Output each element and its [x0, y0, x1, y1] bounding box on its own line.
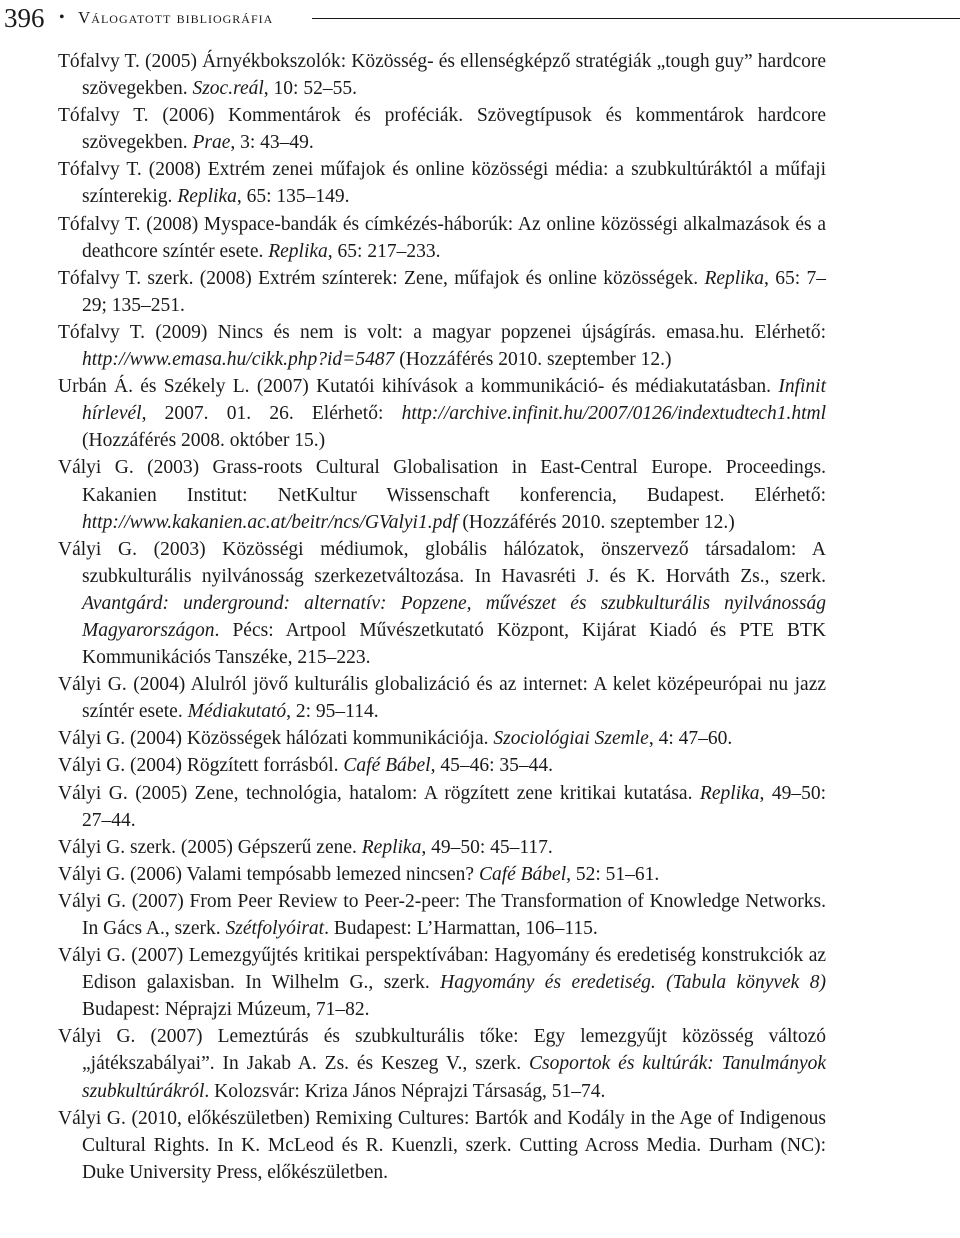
- entry-text-segment: . Pécs: Artpool Művészetkutató Központ, Kijárat Kiadó és PTE BTK Kommunikációs Tanszéke, 215–223.: [82, 619, 826, 669]
- running-head: Válogatott bibliográfia: [78, 8, 274, 27]
- entry-text-segment: Vályi G. (2003) Grass-roots Cultural Globalisation in East-Central Europe. Proceedings. Kakanien Institut: NetKultur Wissenschaft konferencia, Budapest. Elérhető:: [58, 457, 826, 506]
- entry-italic-segment: Infinit hírlevél: [82, 376, 826, 425]
- entry-italic-segment: Replika: [704, 267, 764, 289]
- bibliography-entry: [58, 454, 826, 535]
- entry-italic-segment: http://www.kakanien.ac.at/beitr/ncs/GValyi1.pdf: [82, 511, 458, 533]
- entry-text-segment: Vályi G. (2007) Lemeztúrás és szubkulturális tőke: Egy lemezgyűjt közösség változó „játékszabályai”. In Jakab A. Zs. és Keszeg V., szerk.: [58, 1026, 826, 1075]
- bibliography-entry: [58, 48, 826, 102]
- bibliography-entry: [58, 536, 826, 671]
- header-rule: [312, 18, 960, 19]
- entry-text-segment: Tófalvy T. szerk. (2008) Extrém színterek: Zene, műfajok és online közösségek.: [58, 267, 705, 289]
- bibliography-entry: [58, 861, 826, 888]
- entry-italic-segment: Prae: [192, 132, 231, 154]
- bibliography-entry: [58, 211, 826, 265]
- entry-text-segment: Vályi G. szerk. (2005) Gépszerű zene.: [58, 836, 362, 858]
- entry-italic-segment: Replika: [177, 186, 237, 208]
- bibliography-entry: [58, 780, 826, 834]
- entry-text-segment: Vályi G. (2010, előkészületben) Remixing Cultures: Bartók and Kodály in the Age of Indigenous Cultural Rights. In K. McLeod és R. Kuenzli, szerk. Cutting Across Media. Durham (NC): Duke University Press, előkészületben.: [58, 1107, 826, 1183]
- bibliography-entry: [58, 373, 826, 454]
- entry-text-segment: Vályi G. (2004) Közösségek hálózati kommunikációja.: [58, 728, 494, 750]
- entry-text-segment: Vályi G. (2005) Zene, technológia, hatalom: A rögzített zene kritikai kutatása.: [58, 782, 700, 804]
- entry-text-segment: , 4: 47–60.: [648, 728, 733, 750]
- entry-text-segment: Tófalvy T. (2008) Myspace-bandák és címkézés-háborúk: Az online közösségi alkalmazások és a deathcore színtér esete.: [58, 213, 826, 262]
- entry-text-segment: Vályi G. (2007) From Peer Review to Peer-2-peer: The Transformation of Knowledge Networks. In Gács A., szerk.: [58, 890, 826, 939]
- entry-text-segment: . Kolozsvár: Kriza János Néprajzi Társaság, 51–74.: [204, 1080, 606, 1102]
- entry-text-segment: Urbán Á. és Székely L. (2007) Kutatói kihívások a kommunikáció- és médiakutatásban.: [58, 376, 779, 398]
- bibliography-entry: [58, 156, 826, 210]
- entry-text-segment: (Hozzáférés 2010. szeptember 12.): [394, 349, 672, 371]
- bibliography-entry: [58, 319, 826, 373]
- entry-italic-segment: Hagyomány és eredetiség. (Tabula könyvek 8): [440, 972, 826, 994]
- entry-text-segment: Vályi G. (2004) Rögzített forrásból.: [58, 755, 344, 777]
- entry-italic-segment: Médiakutató: [187, 701, 287, 723]
- bibliography-entry: [58, 942, 826, 1023]
- entry-text-segment: Vályi G. (2006) Valami tempósabb lemezed nincsen?: [58, 863, 479, 885]
- entry-text-segment: , 65: 135–149.: [236, 186, 350, 208]
- entry-text-segment: Tófalvy T. (2009) Nincs és nem is volt: a magyar popzenei újságírás. emasa.hu. Elérhető:: [58, 321, 826, 343]
- bibliography-entry: [58, 834, 826, 861]
- entry-text-segment: Vályi G. (2004) Alulról jövő kulturális globalizáció és az internet: A kelet középeurópai nu jazz színtér esete.: [58, 674, 826, 723]
- entry-italic-segment: Café Bábel: [478, 863, 567, 885]
- entry-text-segment: , 2007. 01. 26. Elérhető:: [141, 403, 402, 425]
- bibliography-entry: [58, 888, 826, 942]
- entry-text-segment: , 65: 217–233.: [327, 240, 441, 262]
- entry-text-segment: , 3: 43–49.: [230, 132, 314, 154]
- bibliography-entry: [58, 671, 826, 725]
- entry-text-segment: , 45–46: 35–44.: [430, 755, 554, 777]
- entry-italic-segment: Replika: [699, 782, 760, 804]
- entry-text-segment: Tófalvy T. (2008) Extrém zenei műfajok és online közösségi média: a szubkultúráktól a műfaji színterekig.: [58, 159, 826, 208]
- entry-text-segment: , 49–50: 45–117.: [421, 836, 553, 858]
- bibliography-entry: [58, 265, 826, 319]
- page-number: 396: [4, 3, 45, 33]
- entry-italic-segment: Csoportok és kultúrák: Tanulmányok szubkultúrákról: [82, 1053, 827, 1102]
- entry-text-segment: (Hozzáférés 2008. október 15.): [82, 430, 326, 452]
- bibliography-entry: [58, 725, 826, 752]
- entry-text-segment: Vályi G. (2003) Közösségi médiumok, globális hálózatok, önszervező társadalom: A szubkulturális nyilvánosság szerkezetváltozása. In Havasréti J. és K. Horváth Zs., szerk.: [58, 538, 826, 587]
- entry-text-segment: , 49–50: 27–44.: [82, 782, 826, 831]
- bibliography-entry: [58, 102, 826, 156]
- bibliography-list: [58, 48, 826, 1186]
- entry-text-segment: (Hozzáférés 2010. szeptember 12.): [457, 511, 735, 533]
- bibliography-entry: [58, 1105, 826, 1186]
- entry-italic-segment: Szétfolyóirat: [225, 918, 325, 939]
- entry-italic-segment: Replika: [268, 240, 328, 262]
- header-bullet: •: [59, 9, 65, 26]
- page-header: [0, 0, 960, 40]
- entry-italic-segment: Szoc.reál: [192, 78, 264, 100]
- entry-italic-segment: Szociológiai Szemle: [493, 728, 649, 750]
- bibliography-entry: [58, 1023, 826, 1104]
- entry-italic-segment: Café Bábel: [343, 755, 431, 777]
- entry-text-segment: . Budapest: L’Harmattan, 106–115.: [324, 918, 598, 939]
- entry-italic-segment: Avantgárd: underground: alternatív: Popzene, művészet és szubkulturális nyilvánosság Magyarországon: [82, 592, 826, 641]
- bibliography-entry: [58, 752, 826, 779]
- entry-text-segment: , 2: 95–114.: [286, 701, 379, 723]
- entry-text-segment: Vályi G. (2007) Lemezgyűjtés kritikai perspektívában: Hagyomány és eredetiség konstrukciók az Edison galaxisban. In Wilhelm G., szerk.: [58, 945, 826, 994]
- entry-italic-segment: http://www.emasa.hu/cikk.php?id=5487: [82, 349, 395, 371]
- entry-text-segment: Tófalvy T. (2005) Árnyékbokszolók: Közösség- és ellenségképző stratégiák „tough guy” hardcore szövegekben.: [58, 51, 826, 100]
- entry-text-segment: , 10: 52–55.: [263, 78, 357, 100]
- entry-text-segment: Budapest: Néprajzi Múzeum, 71–82.: [82, 999, 370, 1021]
- entry-text-segment: , 52: 51–61.: [566, 863, 660, 885]
- entry-italic-segment: http://archive.infinit.hu/2007/0126/indextudtech1.html: [401, 403, 826, 425]
- entry-text-segment: Tófalvy T. (2006) Kommentárok és proféciák. Szövegtípusok és kommentárok hardcore szövegekben.: [58, 105, 826, 154]
- entry-text-segment: , 65: 7–29; 135–251.: [82, 267, 827, 316]
- entry-italic-segment: Replika: [361, 836, 422, 858]
